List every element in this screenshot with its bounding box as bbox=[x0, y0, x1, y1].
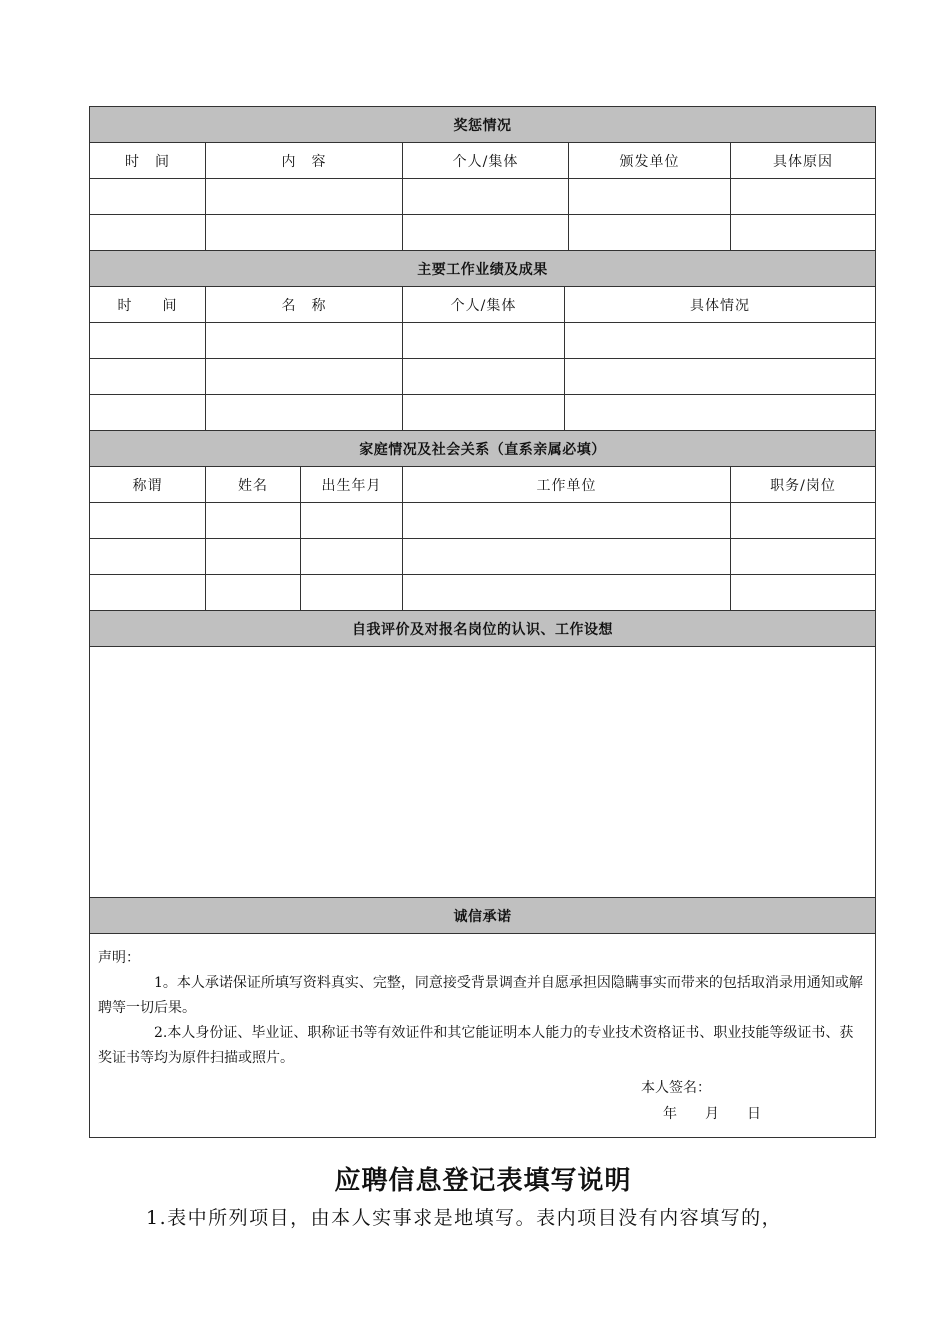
family-birth-cell[interactable] bbox=[301, 575, 403, 611]
declaration-item-2: 2.本人身份证、毕业证、职称证书等有效证件和其它能证明本人能力的专业技术资格证书、职业技能等级证书、获奖证书等均为原件扫描或照片。 bbox=[98, 1025, 854, 1066]
registration-form-table bbox=[89, 106, 876, 1138]
family-column-headers bbox=[90, 467, 876, 503]
achievement-name-cell[interactable] bbox=[206, 323, 403, 359]
award-type-cell[interactable] bbox=[403, 179, 569, 215]
family-header-employer: 工作单位 bbox=[403, 467, 731, 503]
table-row bbox=[90, 539, 876, 575]
awards-column-headers bbox=[90, 143, 876, 179]
achievements-title: 主要工作业绩及成果 bbox=[90, 251, 876, 287]
achievement-details-cell[interactable] bbox=[565, 323, 876, 359]
family-name-cell[interactable] bbox=[206, 575, 301, 611]
declaration-cell bbox=[90, 934, 876, 1138]
family-position-cell[interactable] bbox=[731, 503, 876, 539]
achievement-name-cell[interactable] bbox=[206, 395, 403, 431]
achievement-type-cell[interactable] bbox=[403, 323, 565, 359]
award-issuer-cell[interactable] bbox=[569, 179, 731, 215]
awards-header-content: 内 容 bbox=[206, 143, 403, 179]
family-header-relation: 称谓 bbox=[90, 467, 206, 503]
awards-header-type: 个人/集体 bbox=[403, 143, 569, 179]
declaration-item-1: 1。本人承诺保证所填写资料真实、完整，同意接受背景调查并自愿承担因隐瞒事实而带来的包括取消录用通知或解聘等一切后果。 bbox=[98, 975, 863, 1016]
family-relation-cell[interactable] bbox=[90, 539, 206, 575]
self-eval-section-header bbox=[90, 611, 876, 647]
table-row bbox=[90, 575, 876, 611]
achievement-time-cell[interactable] bbox=[90, 323, 206, 359]
awards-section-header bbox=[90, 107, 876, 143]
family-header-birth: 出生年月 bbox=[301, 467, 403, 503]
award-issuer-cell[interactable] bbox=[569, 215, 731, 251]
family-section-header bbox=[90, 431, 876, 467]
family-birth-cell[interactable] bbox=[301, 539, 403, 575]
award-content-cell[interactable] bbox=[206, 215, 403, 251]
signature-label[interactable]: 本人签名： bbox=[641, 1080, 711, 1096]
family-position-cell[interactable] bbox=[731, 539, 876, 575]
awards-header-issuer: 颁发单位 bbox=[569, 143, 731, 179]
integrity-title: 诚信承诺 bbox=[90, 898, 876, 934]
family-header-name: 姓名 bbox=[206, 467, 301, 503]
achievement-details-cell[interactable] bbox=[565, 395, 876, 431]
awards-title: 奖惩情况 bbox=[90, 107, 876, 143]
table-row bbox=[90, 215, 876, 251]
achievement-details-cell[interactable] bbox=[565, 359, 876, 395]
self-eval-input-area[interactable] bbox=[90, 647, 876, 898]
award-time-cell[interactable] bbox=[90, 215, 206, 251]
integrity-row bbox=[90, 934, 876, 1138]
family-birth-cell[interactable] bbox=[301, 503, 403, 539]
self-eval-row bbox=[90, 647, 876, 898]
awards-header-time: 时 间 bbox=[90, 143, 206, 179]
self-eval-title: 自我评价及对报名岗位的认识、工作设想 bbox=[90, 611, 876, 647]
award-time-cell[interactable] bbox=[90, 179, 206, 215]
integrity-section-header bbox=[90, 898, 876, 934]
family-position-cell[interactable] bbox=[731, 575, 876, 611]
achievements-header-name: 名 称 bbox=[206, 287, 403, 323]
achievement-type-cell[interactable] bbox=[403, 359, 565, 395]
achievement-time-cell[interactable] bbox=[90, 359, 206, 395]
awards-header-reason: 具体原因 bbox=[731, 143, 876, 179]
achievement-time-cell[interactable] bbox=[90, 395, 206, 431]
achievements-header-type: 个人/集体 bbox=[403, 287, 565, 323]
family-employer-cell[interactable] bbox=[403, 575, 731, 611]
award-content-cell[interactable] bbox=[206, 179, 403, 215]
family-relation-cell[interactable] bbox=[90, 575, 206, 611]
signature-block bbox=[98, 1075, 867, 1127]
signature-date[interactable]: 年 月 日 bbox=[663, 1106, 761, 1122]
family-name-cell[interactable] bbox=[206, 539, 301, 575]
table-row bbox=[90, 323, 876, 359]
achievements-header-details: 具体情况 bbox=[565, 287, 876, 323]
instructions-title: 应聘信息登记表填写说明 bbox=[334, 1166, 632, 1196]
family-employer-cell[interactable] bbox=[403, 539, 731, 575]
award-reason-cell[interactable] bbox=[731, 179, 876, 215]
family-title: 家庭情况及社会关系（直系亲属必填） bbox=[90, 431, 876, 467]
instructions-paragraph-1: 1.表中所列项目，由本人实事求是地填写。表内项目没有内容填写的， bbox=[146, 1207, 783, 1229]
declaration-label: 声明： bbox=[98, 950, 140, 966]
table-row bbox=[90, 503, 876, 539]
achievement-name-cell[interactable] bbox=[206, 359, 403, 395]
achievement-type-cell[interactable] bbox=[403, 395, 565, 431]
family-employer-cell[interactable] bbox=[403, 503, 731, 539]
achievements-column-headers bbox=[90, 287, 876, 323]
table-row bbox=[90, 359, 876, 395]
family-header-position: 职务/岗位 bbox=[731, 467, 876, 503]
table-row bbox=[90, 395, 876, 431]
achievements-section-header bbox=[90, 251, 876, 287]
family-relation-cell[interactable] bbox=[90, 503, 206, 539]
award-reason-cell[interactable] bbox=[731, 215, 876, 251]
table-row bbox=[90, 179, 876, 215]
family-name-cell[interactable] bbox=[206, 503, 301, 539]
award-type-cell[interactable] bbox=[403, 215, 569, 251]
achievements-header-time: 时 间 bbox=[90, 287, 206, 323]
